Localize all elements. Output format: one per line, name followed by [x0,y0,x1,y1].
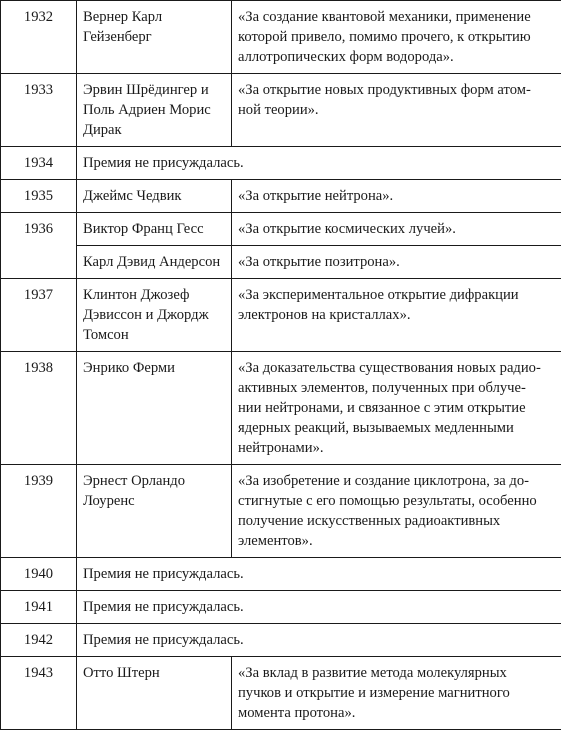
citation-line: «За создание квантовой механики, применение [238,9,531,25]
citation-line: «За открытие космических лучей». [238,221,456,237]
year-cell: 1942 [1,624,77,657]
year-cell: 1938 [1,352,77,465]
laureate-cell [77,465,232,558]
citation-cell [232,246,561,279]
laureate-name-line: Лоуренс [83,493,135,509]
citation-line: ядерных реакций, вызываемых медленными [238,420,514,436]
citation-line: получение искусственных радиоактивных [238,513,500,529]
laureate-name-line: Дэвиссон и Джордж [83,307,209,323]
laureate-cell [77,213,232,246]
laureate-name-line: Эрвин Шрёдингер и [83,82,209,98]
year-cell: 1935 [1,180,77,213]
citation-cell [232,465,561,558]
table-row [1,279,561,352]
table-row [1,246,561,279]
table-body [1,1,561,730]
citation-line: «За экспериментальное открытие дифракции [238,287,519,303]
citation-cell [232,657,561,730]
table-row [1,147,561,180]
citation-line: «За открытие позитрона». [238,254,400,270]
year-cell: 1941 [1,591,77,624]
laureate-cell [77,1,232,74]
laureate-cell [77,74,232,147]
not-awarded-cell: Премия не присуждалась. [77,624,561,657]
laureate-cell [77,246,232,279]
table-row [1,465,561,558]
citation-line: аллотропических форм водорода». [238,49,454,65]
laureate-name-line: Дирак [83,122,122,138]
citation-cell [232,1,561,74]
citation-line: пучков и открытие и измерение магнитного [238,685,510,701]
citation-line: «За вклад в развитие метода молекулярных [238,665,507,681]
citation-line: которой привело, помимо прочего, к открытию [238,29,531,45]
laureate-name-line: Гейзенберг [83,29,152,45]
not-awarded-cell: Премия не присуждалась. [77,558,561,591]
not-awarded-cell: Премия не присуждалась. [77,591,561,624]
laureate-name-line: Клинтон Джозеф [83,287,189,303]
year-cell: 1934 [1,147,77,180]
citation-cell [232,352,561,465]
laureate-cell [77,279,232,352]
laureate-name-line: Вернер Карл [83,9,162,25]
table-row [1,1,561,74]
year-cell: 1939 [1,465,77,558]
citation-line: «За открытие нейтрона». [238,188,393,204]
laureate-name-line: Отто Штерн [83,665,160,681]
table-row [1,624,561,657]
laureate-name-line: Эрнест Орландо [83,473,185,489]
year-cell: 1932 [1,1,77,74]
citation-line: нии нейтронами, и связанное с этим открытие [238,400,526,416]
year-cell: 1933 [1,74,77,147]
year-cell: 1940 [1,558,77,591]
year-cell: 1937 [1,279,77,352]
year-cell: 1936 [1,213,77,279]
citation-line: активных элементов, полученных при облуче- [238,380,526,396]
not-awarded-cell: Премия не присуждалась. [77,147,561,180]
citation-line: «За открытие новых продуктивных форм атом- [238,82,531,98]
table-row [1,213,561,246]
table-row [1,591,561,624]
laureate-name-line: Карл Дэвид Андерсон [83,254,220,270]
citation-line: «За изобретение и создание циклотрона, за до- [238,473,529,489]
citation-line: элементов». [238,533,313,549]
table-row [1,352,561,465]
citation-line: стигнутые с его помощью результаты, особенно [238,493,537,509]
citation-cell [232,180,561,213]
year-cell: 1943 [1,657,77,730]
laureate-name-line: Виктор Франц Гесс [83,221,204,237]
citation-line: ной теории». [238,102,319,118]
citation-cell [232,74,561,147]
laureate-name-line: Поль Адриен Морис [83,102,211,118]
citation-line: «За доказательства существования новых радио- [238,360,541,376]
table-row [1,180,561,213]
laureate-name-line: Томсон [83,327,129,343]
table-row [1,74,561,147]
laureate-cell [77,657,232,730]
citation-line: нейтронами». [238,440,324,456]
citation-cell [232,213,561,246]
table-row [1,558,561,591]
citation-line: момента протона». [238,705,355,721]
laureate-name-line: Энрико Ферми [83,360,175,376]
citation-line: электронов на кристаллах». [238,307,411,323]
laureate-cell [77,352,232,465]
table-row [1,657,561,730]
laureate-cell [77,180,232,213]
laureate-name-line: Джеймс Чедвик [83,188,181,204]
citation-cell [232,279,561,352]
